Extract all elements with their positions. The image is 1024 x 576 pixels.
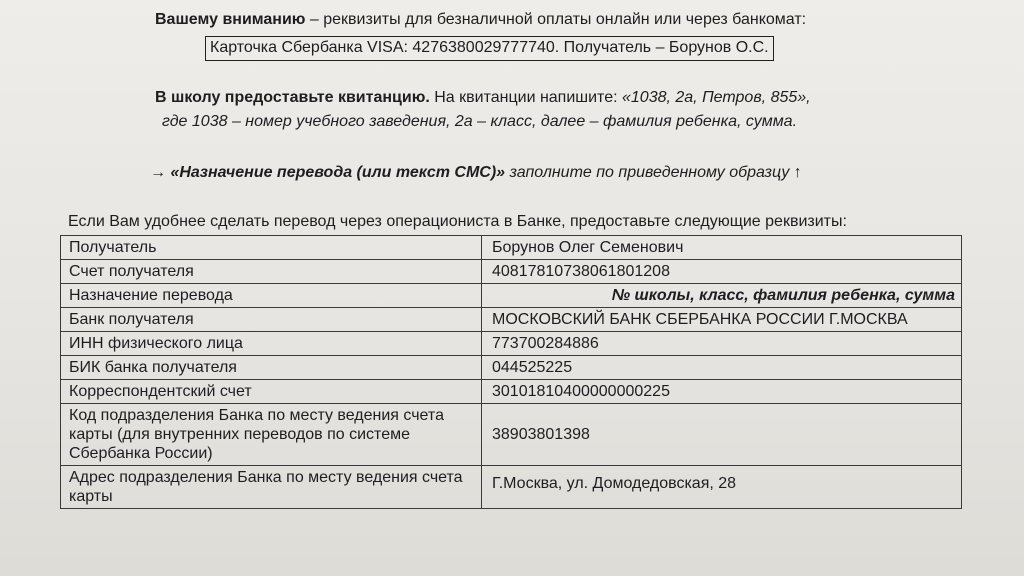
row-value: 38903801398 (482, 404, 962, 466)
row-label: Корреспондентский счет (61, 380, 482, 404)
up-arrow-icon: ↑ (793, 164, 802, 181)
table-row (61, 260, 962, 284)
school-heading: В школу предоставьте квитанцию. (155, 89, 430, 106)
table-row (61, 356, 962, 380)
table-row (61, 236, 962, 260)
school-example: «1038, 2а, Петров, 855», (622, 89, 811, 106)
school-line-1 (155, 88, 811, 108)
right-arrow-icon: → (150, 164, 166, 181)
table-row (61, 308, 962, 332)
row-value: 044525225 (482, 356, 962, 380)
row-label: БИК банка получателя (61, 356, 482, 380)
table-intro: Если Вам удобнее сделать перевод через операциониста в Банке, предоставьте следующие реквизиты: (68, 213, 847, 230)
row-label: Счет получателя (61, 260, 482, 284)
transfer-text: заполните по приведенному образцу (505, 164, 794, 181)
row-label: Банк получателя (61, 308, 482, 332)
row-label: Назначение перевода (61, 284, 482, 308)
row-value: № школы, класс, фамилия ребенка, сумма (482, 284, 962, 308)
row-value: 773700284886 (482, 332, 962, 356)
row-value: 40817810738061801208 (482, 260, 962, 284)
table-row (61, 466, 962, 509)
notice-heading: Вашему вниманию (155, 11, 306, 28)
requisites-table (60, 235, 962, 509)
card-line (205, 36, 774, 61)
transfer-line (150, 163, 802, 183)
table-row (61, 284, 962, 308)
row-value: Борунов Олег Семенович (482, 236, 962, 260)
school-line-2: где 1038 – номер учебного заведения, 2а – класс, далее – фамилия ребенка, сумма. (162, 113, 798, 130)
row-value: МОСКОВСКИЙ БАНК СБЕРБАНКА РОССИИ Г.МОСКВА (482, 308, 962, 332)
notice-line (155, 10, 806, 30)
row-label: Адрес подразделения Банка по месту ведения счета карты (61, 466, 482, 509)
table-row (61, 404, 962, 466)
row-value: 30101810400000000225 (482, 380, 962, 404)
card-details-box: Карточка Сбербанка VISA: 4276380029777740. Получатель – Борунов О.С. (205, 36, 774, 61)
row-label: Код подразделения Банка по месту ведения счета карты (для внутренних переводов по системе Сбербанка России) (61, 404, 482, 466)
transfer-purpose-heading: «Назначение перевода (или текст СМС)» (170, 164, 506, 181)
table-row (61, 380, 962, 404)
table-row (61, 332, 962, 356)
row-value: Г.Москва, ул. Домодедовская, 28 (482, 466, 962, 509)
row-label: Получатель (61, 236, 482, 260)
school-text: На квитанции напишите: (429, 89, 622, 106)
notice-text: – реквизиты для безналичной оплаты онлайн или через банкомат: (305, 11, 807, 28)
row-label: ИНН физического лица (61, 332, 482, 356)
